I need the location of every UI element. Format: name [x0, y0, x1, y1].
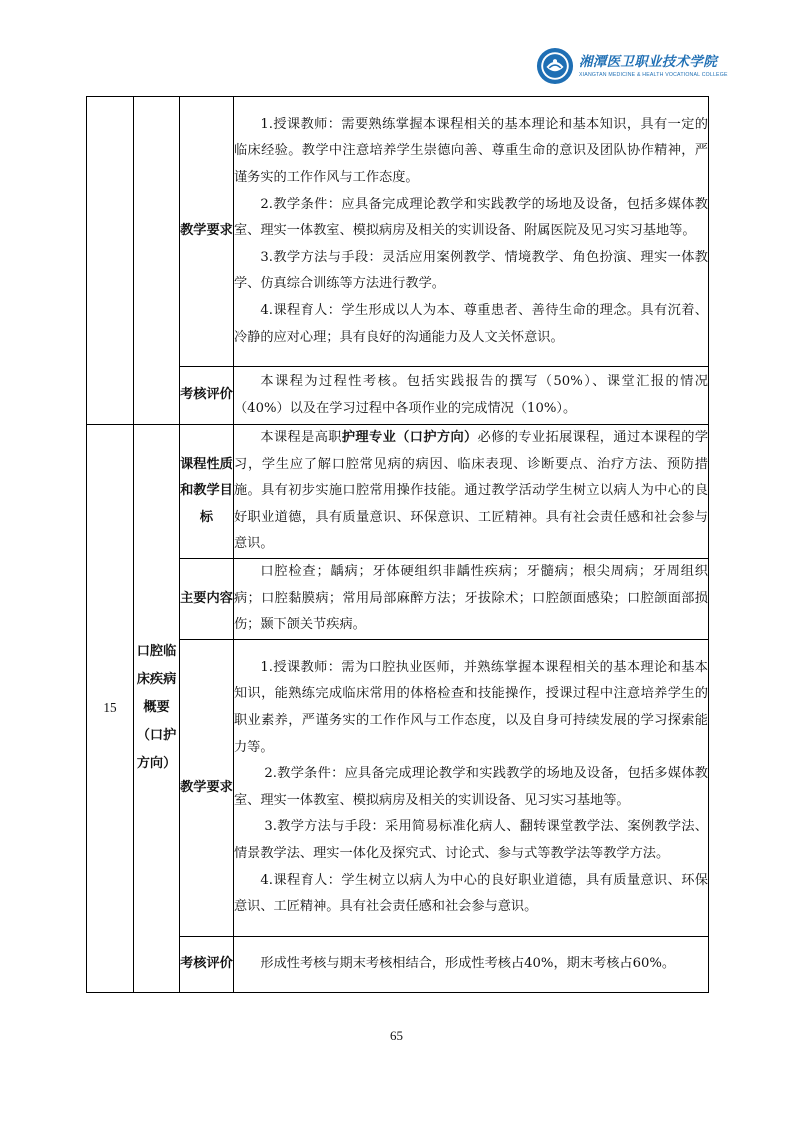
row-label-nature: 课程性质和教学目标 — [180, 425, 234, 559]
list-item: 2.教学条件：应具备完成理论教学和实践教学的场地及设备，包括多媒体教室、理实一体教室、模拟病房及相关的实训设备、见习实习基地等。 — [234, 766, 708, 808]
course-nature: 本课程是高职护理专业（口护方向）必修的专业拓展课程，通过本课程的学习，学生应了解口腔常见病的病因、临床表现、诊断要点、治疗方法、预防措施。具有初步实施口腔常用操作技能。通过教学活动学生树立以病人为中心的良好职业道德，具有质量意识、环保意识、工匠精神。具有社会责任感和社会参与意识。 — [234, 425, 709, 559]
teaching-requirements — [234, 97, 709, 367]
list-item: 2.教学条件：应具备完成理论教学和实践教学的场地及设备，包括多媒体教室、理实一体教室、模拟病房及相关的实训设备、附属医院及见习实习基地等。 — [234, 196, 708, 239]
list-item: 4.课程育人：学生形成以人为本、尊重患者、善待生命的理念。具有沉着、冷静的应对心理；具有良好的沟通能力及人文关怀意识。 — [234, 302, 708, 345]
course-number: 15 — [87, 425, 134, 993]
row-label-assessment: 考核评价 — [180, 936, 234, 992]
row-label-main-content: 主要内容 — [180, 559, 234, 640]
row-label-assessment: 考核评价 — [180, 367, 234, 425]
page-number: 65 — [390, 1028, 403, 1043]
school-logo — [536, 47, 728, 85]
school-name-en: XIANGTAN MEDICINE & HEALTH VOCATIONAL COLLEGE — [579, 71, 728, 78]
major-highlight: 护理专业（口护方向） — [341, 430, 478, 446]
school-name-cn: 湘潭医卫职业技术学院 — [579, 53, 717, 70]
list-item: 3.教学方法与手段：采用简易标准化病人、翻转课堂教学法、案例教学法、情景教学法、理实一体化及探究式、讨论式、参与式等教学法等教学方法。 — [234, 819, 708, 861]
table-row — [87, 559, 709, 640]
list-item: 3.教学方法与手段：灵活应用案例教学、情境教学、角色扮演、理实一体教学、仿真综合训练等方法进行教学。 — [234, 249, 708, 292]
row-label-teaching-req: 教学要求 — [180, 97, 234, 367]
course-table — [86, 96, 709, 993]
table-row — [87, 97, 709, 367]
list-item: 4.课程育人：学生树立以病人为中心的良好职业道德，具有质量意识、环保意识、工匠精神。具有社会责任感和社会参与意识。 — [234, 872, 708, 915]
list-item: 1.授课教师：需要熟练掌握本课程相关的基本理论和基本知识，具有一定的临床经验。教学中注意培养学生崇德向善、尊重生命的意识及团队协作精神，严谨务实的工作作风与工作态度。 — [234, 116, 708, 186]
row-label-teaching-req: 教学要求 — [180, 639, 234, 936]
teaching-requirements — [234, 639, 709, 936]
table-row — [87, 639, 709, 936]
list-item: 1.授课教师：需为口腔执业医师，并熟练掌握本课程相关的基本理论和基本知识，能熟练完成临床常用的体格检查和技能操作，授课过程中注意培养学生的职业素养，严谨务实的工作作风与工作态度，以及自身可持续发展的学习探索能力等。 — [234, 659, 708, 755]
school-emblem-icon — [536, 47, 574, 85]
assessment: 本课程为过程性考核。包括实践报告的撰写（50%）、课堂汇报的情况（40%）以及在学习过程中各项作业的完成情况（10%）。 — [234, 367, 709, 425]
table-row — [87, 425, 709, 559]
main-content: 口腔检查；龋病；牙体硬组织非龋性疾病；牙髓病；根尖周病；牙周组织病；口腔黏膜病；常用局部麻醉方法；牙拔除术；口腔颌面感染；口腔颌面部损伤；颞下颌关节疾病。 — [234, 559, 709, 640]
assessment: 形成性考核与期末考核相结合，形成性考核占40%，期末考核占60%。 — [234, 936, 709, 992]
table-row — [87, 936, 709, 992]
table-row — [87, 367, 709, 425]
course-name: 口腔临床疾病概要（口护方向） — [134, 425, 180, 993]
